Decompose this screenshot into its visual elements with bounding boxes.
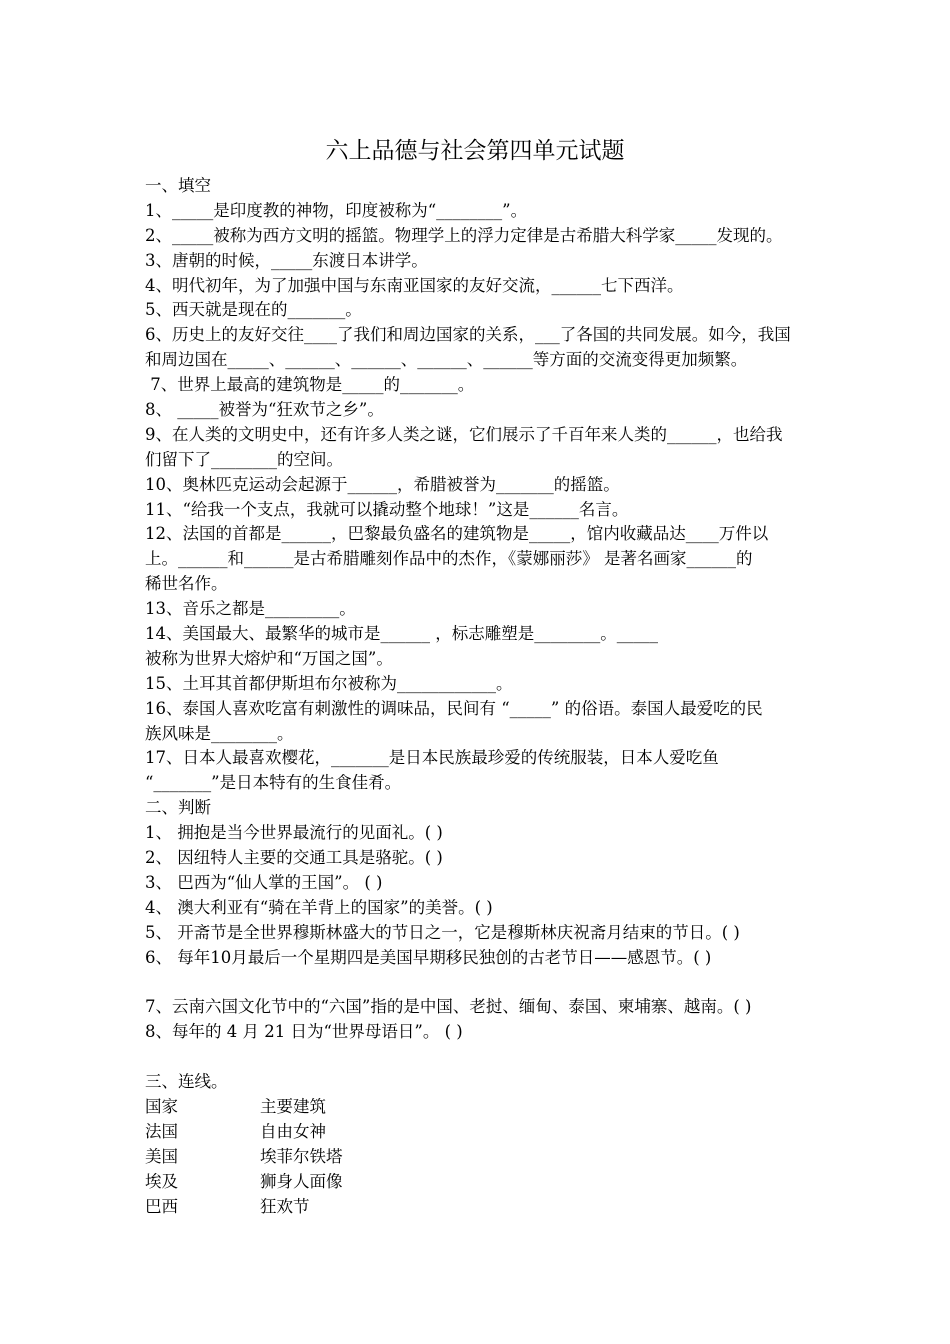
fill-line-2: 2、_____被称为西方文明的摇篮。物理学上的浮力定律是古希腊大科学家_____发现的。 bbox=[145, 225, 783, 245]
judge-line-2: 2、 因纽特人主要的交通工具是骆驼。( ) bbox=[145, 848, 443, 868]
fill-line-11: 11、“给我一个支点，我就可以撬动整个地球！”这是______名言。 bbox=[145, 499, 629, 519]
judge-line-5: 5、 开斋节是全世界穆斯林盛大的节日之一，它是穆斯林庆祝斋月结束的节日。( ) bbox=[145, 922, 740, 942]
section-heading-matching: 三、连线。 bbox=[145, 1072, 228, 1092]
fill-line-13: 13、音乐之都是_________。 bbox=[145, 599, 356, 619]
section-heading-fill-blank: 一、填空 bbox=[145, 176, 211, 195]
match-row bbox=[145, 1120, 865, 1145]
fill-line-12b: 上。______和______是古希腊雕刻作品中的杰作，《蒙娜丽莎》 是著名画家______的 bbox=[145, 549, 753, 569]
judge-line-1: 1、 拥抱是当今世界最流行的见面礼。( ) bbox=[145, 823, 443, 843]
match-row bbox=[145, 1095, 865, 1120]
match-left: 法国 bbox=[145, 1121, 178, 1141]
fill-line-12c: 稀世名作。 bbox=[145, 574, 228, 594]
fill-line-17b: “_______”是日本特有的生食佳肴。 bbox=[145, 773, 402, 793]
fill-line-6a: 6、历史上的友好交往____了我们和周边国家的关系，___了各国的共同发展。如今，我国 bbox=[145, 325, 791, 345]
judge-line-8: 8、每年的 4 月 21 日为“世界母语日”。 ( ) bbox=[145, 1022, 463, 1042]
fill-line-3: 3、唐朝的时候，_____东渡日本讲学。 bbox=[145, 250, 428, 270]
fill-line-10: 10、奥林匹克运动会起源于______，希腊被誉为_______的摇篮。 bbox=[145, 474, 620, 494]
fill-line-12a: 12、法国的首都是______，巴黎最负盛名的建筑物是_____，馆内收藏品达____万件以 bbox=[145, 524, 769, 544]
fill-line-1: 1、_____是印度教的神物，印度被称为“________”。 bbox=[145, 200, 528, 220]
match-right: 自由女神 bbox=[260, 1121, 326, 1141]
fill-line-16a: 16、泰国人喜欢吃富有刺激性的调味品，民间有 “_____” 的俗语。泰国人最爱吃的民 bbox=[145, 698, 763, 718]
judge-line-7: 7、云南六国文化节中的“六国”指的是中国、老挝、缅甸、泰国、柬埔寨、越南。( ) bbox=[145, 997, 752, 1017]
match-right: 狮身人面像 bbox=[260, 1171, 343, 1191]
match-left: 国家 bbox=[145, 1096, 178, 1116]
fill-line-7: 7、世界上最高的建筑物是_____的_______。 bbox=[145, 375, 475, 395]
match-right: 埃菲尔铁塔 bbox=[260, 1146, 343, 1166]
page-title: 六上品德与社会第四单元试题 bbox=[325, 138, 625, 164]
match-right: 主要建筑 bbox=[260, 1096, 326, 1116]
blank-gap bbox=[145, 971, 865, 996]
match-right: 狂欢节 bbox=[260, 1196, 310, 1216]
section-heading-true-false: 二、判断 bbox=[145, 798, 211, 818]
fill-line-14b: 被称为世界大熔炉和“万国之国”。 bbox=[145, 648, 393, 668]
match-left: 巴西 bbox=[145, 1196, 178, 1216]
judge-line-6: 6、 每年10月最后一个星期四是美国早期移民独创的古老节日——感恩节。( ) bbox=[145, 947, 712, 967]
fill-line-4: 4、明代初年，为了加强中国与东南亚国家的友好交流，______七下西洋。 bbox=[145, 275, 684, 295]
judge-line-4: 4、 澳大利亚有“骑在羊背上的国家”的美誉。( ) bbox=[145, 897, 493, 917]
fill-line-16b: 族风味是________。 bbox=[145, 723, 294, 743]
fill-line-14a: 14、美国最大、最繁华的城市是______ ，标志雕塑是________。_____ bbox=[145, 624, 658, 644]
match-left: 埃及 bbox=[145, 1171, 178, 1191]
blank-gap bbox=[145, 1045, 865, 1070]
match-row bbox=[145, 1170, 865, 1195]
fill-line-6b: 和周边国在_____、______、______、______、______等方面的交流变得更加频繁。 bbox=[145, 350, 748, 370]
fill-line-9b: 们留下了________的空间。 bbox=[145, 449, 343, 469]
judge-line-3: 3、 巴西为“仙人掌的王国”。 ( ) bbox=[145, 872, 383, 892]
match-row bbox=[145, 1195, 865, 1220]
fill-line-15: 15、土耳其首都伊斯坦布尔被称为____________。 bbox=[145, 673, 513, 693]
question-body bbox=[145, 174, 865, 1219]
fill-line-17a: 17、日本人最喜欢樱花，_______是日本民族最珍爱的传统服装，日本人爱吃鱼 bbox=[145, 748, 719, 768]
fill-line-5: 5、西天就是现在的_______。 bbox=[145, 300, 362, 320]
fill-line-9a: 9、在人类的文明史中，还有许多人类之谜，它们展示了千百年来人类的______，也给我 bbox=[145, 424, 783, 444]
match-row bbox=[145, 1145, 865, 1170]
fill-line-8: 8、 _____被誉为“狂欢节之乡”。 bbox=[145, 400, 384, 420]
match-left: 美国 bbox=[145, 1146, 178, 1166]
